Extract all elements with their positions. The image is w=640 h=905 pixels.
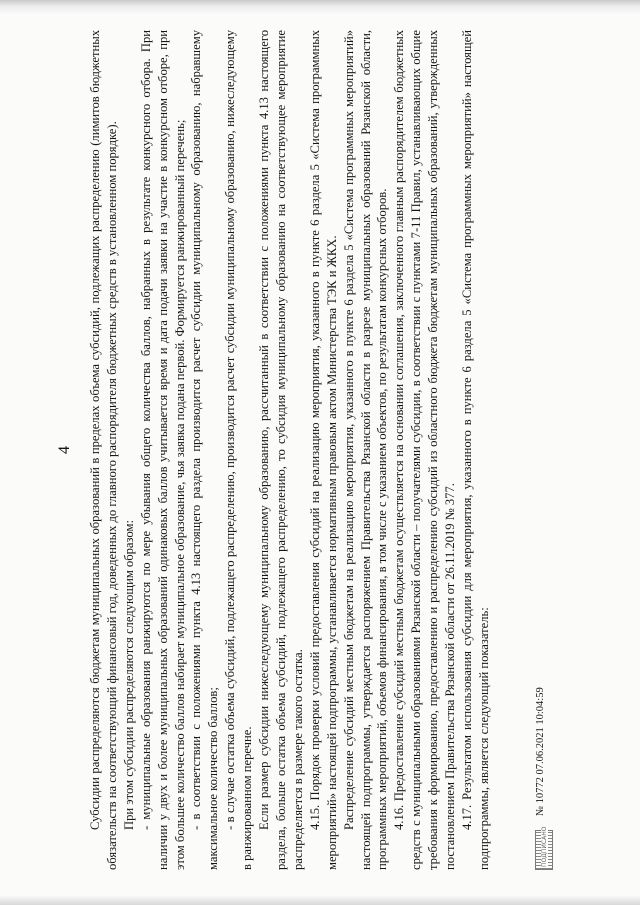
paragraph-4-17: 4.17. Результатом использования субсидии для мероприятия, указанного в пункте 6 раздела 5 «Система программных мероприятий» настоящей подпрограммы, является следующий показатель: <box>459 30 491 870</box>
document-body <box>87 30 493 870</box>
document-footer <box>533 470 555 870</box>
barcode-stamp-icon <box>535 826 553 870</box>
paragraph-4-16: 4.16. Предоставление субсидий местным бюджетам осуществляется на основании соглашения, заключенного главным распорядителем бюджетных средств с муниципальными образованиями Рязанской области – получателями субсидии, в соответствии с пунктами 7-11 Правил, устанавливающих общие требования к формированию, предоставлению и распределению субсидий из областного бюджета бюджетам муниципальных образований, утвержденных постановлением Правительства Рязанской области от 26.11.2019 № 377. <box>392 30 458 870</box>
paragraph-remainder: - в случае остатка объема субсидий, подлежащего распределению, производится расчет субсидии муниципальному образованию, нижеследующему в ранжированном перечне. <box>223 30 255 870</box>
scan-edge-bottom <box>0 895 640 905</box>
paragraph-ranking: - муниципальные образования ранжируются по мере убывания общего количества баллов, набранных в результате конкурсного отбора. При наличии у двух и более муниципальных образований одинаковых баллов учитывается время и дата подачи заявки на участие в конкурсном отборе, при этом большее количество баллов набирает муниципальное образование, чья заявка подана первой. Формируется ранжированный перечень; <box>138 30 187 870</box>
rotated-document-page <box>57 20 557 880</box>
paragraph-4-15: 4.15. Порядок проверки условий предоставления субсидий на реализацию мероприятия, указанного в пункте 6 раздела 5 «Система программных мероприятий» настоящей подпрограммы, устанавливается нормативным правовым актом Министерства ТЭК и ЖКХ. <box>307 30 339 870</box>
paragraph-max-points: - в соответствии с положениями пункта 4.13 настоящего раздела производится расчет субсидии муниципальному образованию, набравшему максимальное количество баллов; <box>189 30 221 870</box>
paragraph-distribution-method: При этом субсидии распределяются следующим образом: <box>121 520 136 830</box>
paragraph-subsidy-distribution: Субсидии распределяются бюджетам муниципальных образований в пределах объема субсидий, подлежащих распределению (лимитов бюджетных обязательств на соответствующий финансовый год, доведенных до главного распорядителя бюджетных средств в установленном порядке). <box>88 30 119 870</box>
scan-edge-top <box>0 0 640 14</box>
paragraph-remainder-size: Если размер субсидии нижеследующему муниципальному образованию, рассчитанный в соответствии с положениями пункта 4.13 настоящего раздела, больше остатка объема субсидий, подлежащего распределению, то субсидия муниципальному образованию на соответствующее мероприятие распределяется в размере такого остатка. <box>257 30 305 870</box>
stamp-label: ПОДПИСАНО <box>541 826 548 867</box>
document-registration-code: № 10772 07.06.2021 10:04:59 <box>535 687 546 816</box>
paragraph-distribution-approval: Распределение субсидий местным бюджетам на реализацию мероприятия, указанного в пункте 6 раздела 5 «Система программных мероприятий» настоящей подпрограммы, утверждается распоряжением Правительства Рязанской области в разрезе муниципальных образований Рязанской области, программных мероприятий, объемов финансирования, в том числе с указанием объектов, по результатам конкурсных отборов. <box>341 30 390 870</box>
page-number: 4 <box>56 446 73 454</box>
